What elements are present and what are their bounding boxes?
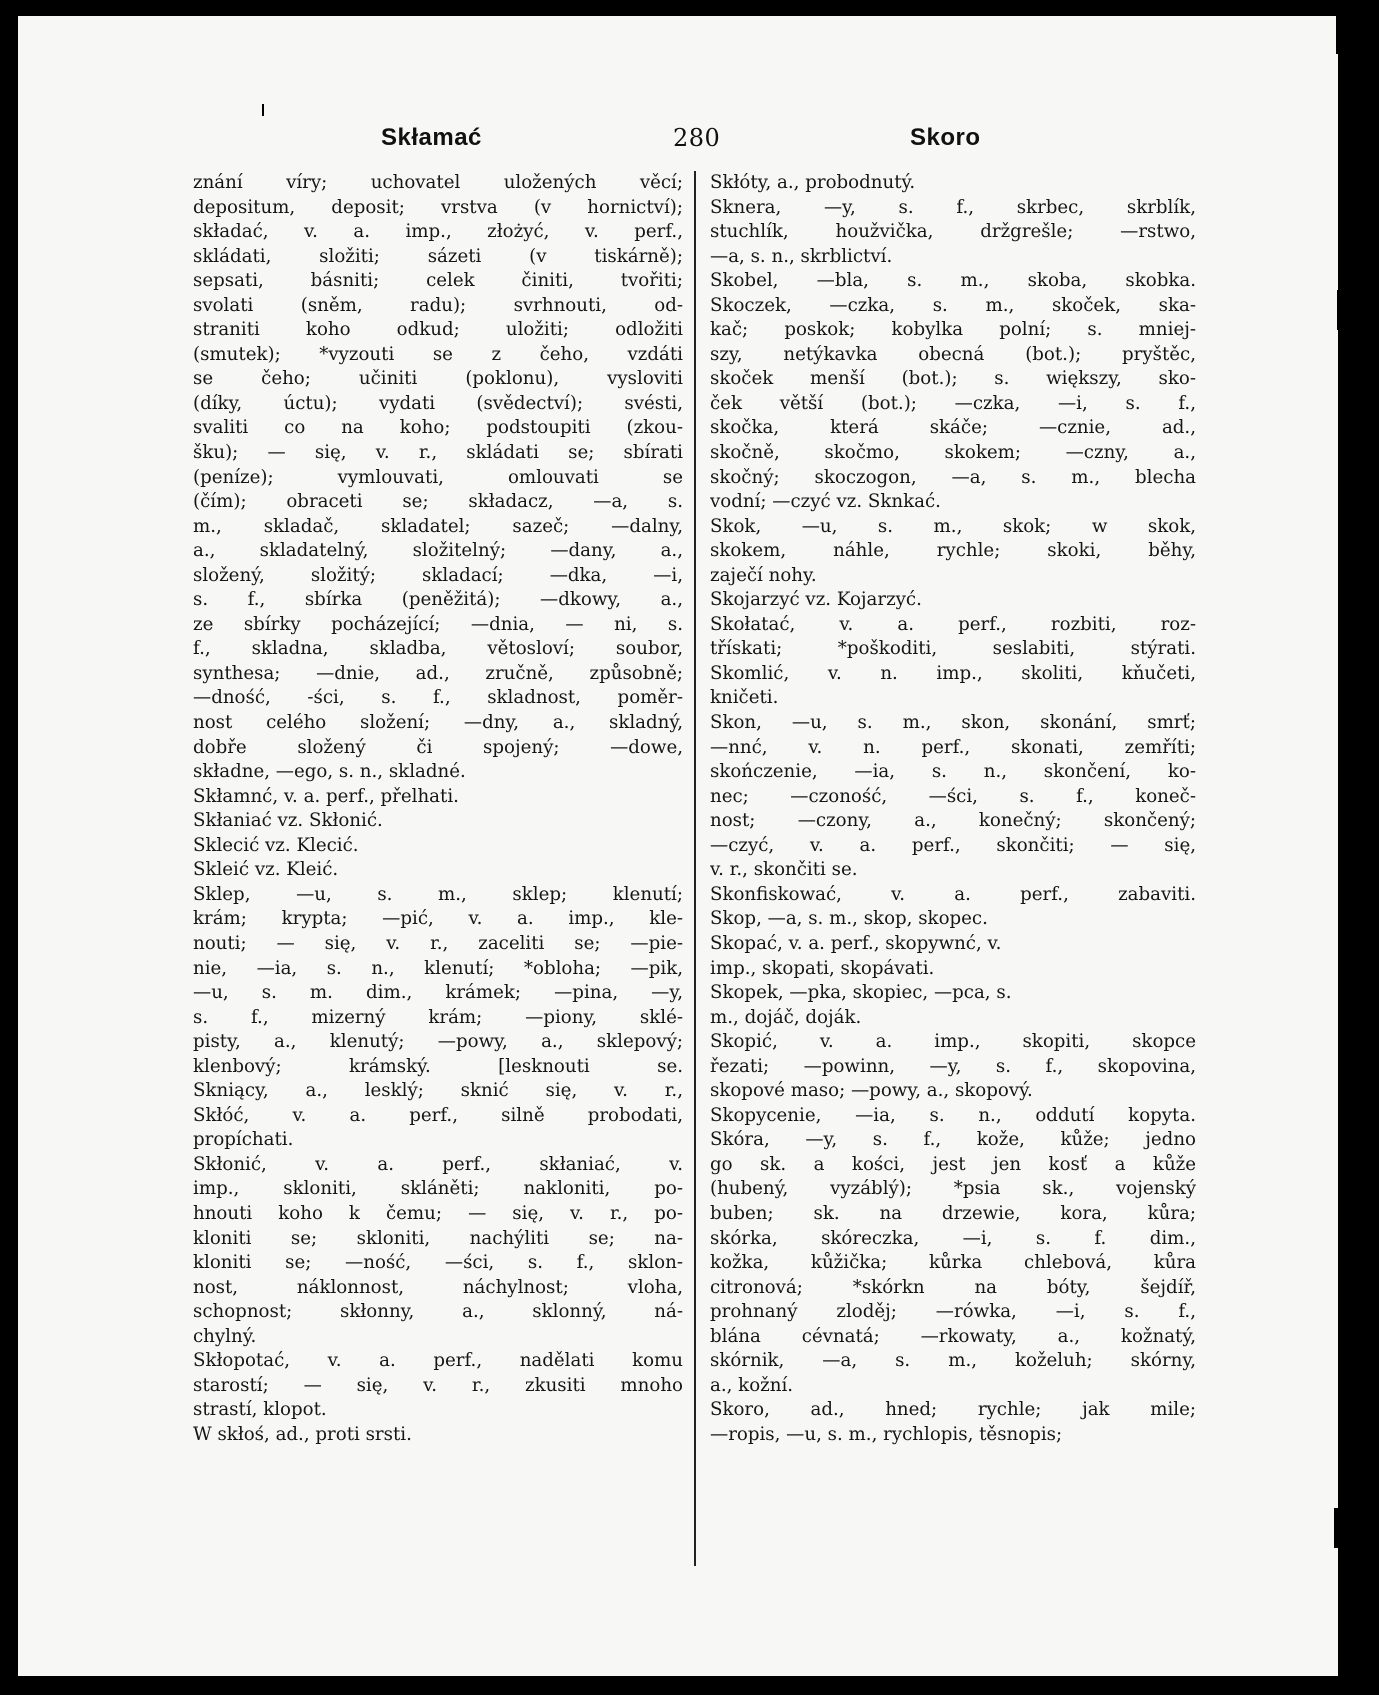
dictionary-line: Skniący, a., lesklý; sknić się, v. r.,: [193, 1080, 683, 1102]
dictionary-line: složený, složitý; skladací; —dka, —i,: [193, 564, 683, 586]
dictionary-line: —czyć, v. a. perf., skončiti; — się,: [710, 834, 1196, 856]
dictionary-line: imp., skopati, skopávati.: [710, 957, 935, 979]
dictionary-line: se čeho; učiniti (poklonu), vysloviti: [193, 368, 683, 390]
dictionary-line: svaliti co na koho; podstoupiti (zkou-: [193, 417, 683, 439]
dictionary-line: Skobel, —bla, s. m., skoba, skobka.: [710, 270, 1196, 292]
dictionary-line: starostí; — się, v. r., zkusiti mnoho: [193, 1374, 683, 1396]
dictionary-line: Skłopotać, v. a. perf., nadělati komu: [193, 1350, 683, 1372]
dictionary-line: citronová; *skórkn na bóty, šejdíř,: [710, 1276, 1196, 1298]
dictionary-line: ze sbírky pocházející; —dnia, — ni, s.: [193, 613, 683, 635]
dictionary-line: —ropis, —u, s. m., rychlopis, těsnopis;: [710, 1423, 1063, 1445]
dictionary-line: (hubený, vyzáblý); *psia sk., vojenský: [710, 1178, 1196, 1200]
dictionary-line: (čím); obraceti se; składacz, —a, s.: [193, 491, 683, 513]
dictionary-line: šku); — się, v. r., skládati se; sbírati: [193, 442, 683, 464]
dictionary-line: Skon, —u, s. m., skon, skonání, smrť;: [710, 712, 1196, 734]
dictionary-line: Sklecić vz. Klecić.: [193, 834, 359, 856]
dictionary-line: ček větší (bot.); —czka, —i, s. f.,: [710, 392, 1196, 414]
dictionary-line: Skopić, v. a. imp., skopiti, skopce: [710, 1031, 1196, 1053]
dictionary-line: skočný; skoczogon, —a, s. m., blecha: [710, 466, 1196, 488]
dictionary-line: klenbový; krámský. [lesknouti se.: [193, 1055, 683, 1077]
page-number: 280: [673, 124, 721, 152]
dictionary-line: szy, netýkavka obecná (bot.); pryštěc,: [710, 343, 1196, 365]
dictionary-line: Skłóty, a., probodnutý.: [710, 172, 916, 193]
column-divider: [694, 171, 696, 1566]
dictionary-line: nost celého složení; —dny, a., skladný,: [193, 712, 683, 734]
dictionary-line: sepsati, básniti; celek činiti, tvořiti;: [193, 270, 683, 292]
dictionary-line: nouti; — się, v. r., zaceliti se; —pie-: [193, 932, 683, 954]
dictionary-line: nec; —czoność, —ści, s. f., koneč-: [710, 785, 1196, 807]
dictionary-line: skočně, skočmo, skokem; —czny, a.,: [710, 442, 1196, 464]
dictionary-line: m., dojáč, doják.: [710, 1006, 862, 1028]
dictionary-line: dobře složený či spojený; —dowe,: [193, 736, 683, 758]
dictionary-line: Skop, —a, s. m., skop, skopec.: [710, 908, 988, 930]
dictionary-line: propíchati.: [193, 1129, 294, 1151]
dictionary-line: depositum, deposit; vrstva (v hornictví);: [193, 196, 683, 218]
dictionary-line: (díky, úctu); vydati (svědectví); svésti,: [193, 392, 683, 414]
dictionary-line: chylný.: [193, 1325, 257, 1347]
dictionary-line: Skoro, ad., hned; rychle; jak mile;: [710, 1399, 1196, 1421]
dictionary-line: (smutek); *vyzouti se z čeho, vzdáti: [193, 343, 683, 365]
left-column: [193, 171, 683, 1447]
dictionary-line: Sknera, —y, s. f., skrbec, skrblík,: [710, 196, 1196, 218]
dictionary-line: nost; —czony, a., konečný; skončený;: [710, 810, 1196, 832]
dictionary-line: Skopycenie, —ia, s. n., oddutí kopyta.: [710, 1104, 1196, 1126]
dictionary-line: Skonfiskować, v. a. perf., zabaviti.: [710, 883, 1196, 905]
dictionary-line: Skoczek, —czka, s. m., skoček, ska-: [710, 294, 1196, 316]
dictionary-line: Sklep, —u, s. m., sklep; klenutí;: [193, 883, 683, 905]
dictionary-line: kloniti se; skloniti, nachýliti se; na-: [193, 1227, 683, 1249]
dictionary-line: blána cévnatá; —rkowaty, a., kožnatý,: [710, 1325, 1196, 1347]
dictionary-line: řezati; —powinn, —y, s. f., skopovina,: [710, 1055, 1196, 1077]
dictionary-line: Skłaniać vz. Skłonić.: [193, 810, 383, 832]
dictionary-line: Skopać, v. a. perf., skopywnć, v.: [710, 932, 1002, 954]
dictionary-line: go sk. a kości, jest jen kosť a kůže: [710, 1153, 1196, 1175]
dictionary-line: straniti koho odkud; uložiti; odložiti: [193, 319, 683, 341]
dictionary-line: kač; poskok; kobylka polní; s. mniej-: [710, 319, 1196, 341]
dictionary-line: znání víry; uchovatel uložených věcí;: [193, 172, 683, 193]
dictionary-line: a., kožní.: [710, 1374, 794, 1396]
dictionary-line: Skóra, —y, s. f., kože, kůže; jedno: [710, 1129, 1196, 1151]
dictionary-line: Skojarzyć vz. Kojarzyć.: [710, 589, 922, 611]
dictionary-line: skoček menší (bot.); s. większy, sko-: [710, 368, 1196, 390]
dictionary-line: Skopek, —pka, skopiec, —pca, s.: [710, 982, 1012, 1004]
dictionary-line: s. f., sbírka (peněžitá); —dkowy, a.,: [193, 589, 683, 611]
dictionary-line: vodní; —czyć vz. Sknkać.: [710, 491, 941, 513]
dictionary-line: skórka, skóreczka, —i, s. f. dim.,: [710, 1227, 1196, 1249]
dictionary-line: schopnost; skłonny, a., sklonný, ná-: [193, 1301, 683, 1323]
dictionary-line: Skłonić, v. a. perf., skłaniać, v.: [193, 1153, 683, 1175]
scan-mark: [1334, 1508, 1339, 1548]
dictionary-line: nost, náklonnost, náchylnost; vloha,: [193, 1276, 683, 1298]
dictionary-line: skočka, která skáče; —cznie, ad.,: [710, 417, 1196, 439]
dictionary-line: v. r., skončiti se.: [710, 859, 858, 881]
dictionary-line: składać, v. a. imp., złożyć, v. perf.,: [193, 221, 683, 243]
dictionary-line: Skłamnć, v. a. perf., přelhati.: [193, 785, 459, 807]
dictionary-line: svolati (sněm, radu); svrhnouti, od-: [193, 294, 683, 316]
dictionary-line: —a, s. n., skrblictví.: [710, 245, 893, 267]
dictionary-line: (peníze); vymlouvati, omlouvati se: [193, 466, 683, 488]
dictionary-line: imp., skloniti, skláněti; nakloniti, po-: [193, 1178, 683, 1200]
scan-mark: [1337, 290, 1342, 330]
dictionary-line: strastí, klopot.: [193, 1399, 327, 1421]
dictionary-line: Skłóć, v. a. perf., silně probodati,: [193, 1104, 683, 1126]
header-right-word: Skoro: [910, 124, 981, 151]
dictionary-line: —u, s. m. dim., krámek; —pina, —y,: [193, 982, 683, 1004]
dictionary-line: Skołatać, v. a. perf., rozbiti, roz-: [710, 613, 1196, 635]
dictionary-line: kničeti.: [710, 687, 779, 709]
scan-edge: [1336, 16, 1346, 54]
dictionary-line: skopové maso; —powy, a., skopový.: [710, 1080, 1033, 1102]
dictionary-line: W skłoś, ad., proti srsti.: [193, 1423, 412, 1445]
dictionary-line: skórnik, —a, s. m., koželuh; skórny,: [710, 1350, 1196, 1372]
dictionary-line: Skomlić, v. n. imp., skoliti, kňučeti,: [710, 662, 1196, 684]
dictionary-line: prohnaný zloděj; —rówka, —i, s. f.,: [710, 1301, 1196, 1323]
header-left-word: Skłamać: [381, 124, 482, 151]
dictionary-line: zaječí nohy.: [710, 564, 817, 586]
dictionary-line: skończenie, —ia, s. n., skončení, ko-: [710, 761, 1196, 783]
dictionary-line: s. f., mizerný krám; —piony, sklé-: [193, 1006, 683, 1028]
dictionary-line: m., skladač, skladatel; sazeč; —dalny,: [193, 515, 683, 537]
scan-mark: [262, 104, 264, 116]
dictionary-line: třískati; *poškoditi, seslabiti, stýrati.: [710, 638, 1196, 660]
dictionary-line: f., skladna, skladba, větosloví; soubor,: [193, 638, 683, 660]
dictionary-line: —dność, -ści, s. f., skladnost, poměr-: [193, 687, 683, 709]
dictionary-line: a., skladatelný, složitelný; —dany, a.,: [193, 540, 683, 562]
dictionary-line: Skok, —u, s. m., skok; w skok,: [710, 515, 1196, 537]
dictionary-line: buben; sk. na drzewie, kora, kůra;: [710, 1202, 1196, 1224]
dictionary-line: krám; krypta; —pić, v. a. imp., kle-: [193, 908, 683, 930]
dictionary-line: stuchlík, houžvička, držgrešle; —rstwo,: [710, 221, 1196, 243]
dictionary-line: —nnć, v. n. perf., skonati, zemříti;: [710, 736, 1196, 758]
dictionary-page: [18, 16, 1338, 1676]
dictionary-line: skokem, náhle, rychle; skoki, běhy,: [710, 540, 1196, 562]
dictionary-line: skládati, složiti; sázeti (v tiskárně);: [193, 245, 683, 267]
dictionary-line: kloniti se; —ność, —ści, s. f., sklon-: [193, 1252, 683, 1274]
right-column: [710, 171, 1196, 1447]
dictionary-line: kožka, kůžička; kůrka chlebová, kůra: [710, 1252, 1196, 1274]
dictionary-line: hnouti koho k čemu; — się, v. r., po-: [193, 1202, 683, 1224]
dictionary-line: nie, —ia, s. n., klenutí; *obloha; —pik,: [193, 957, 683, 979]
dictionary-line: składne, —ego, s. n., skladné.: [193, 761, 466, 783]
dictionary-line: synthesa; —dnie, ad., zručně, způsobně;: [193, 662, 683, 684]
dictionary-line: Skleić vz. Kleić.: [193, 859, 339, 881]
dictionary-line: pisty, a., klenutý; —powy, a., sklepový;: [193, 1031, 683, 1053]
